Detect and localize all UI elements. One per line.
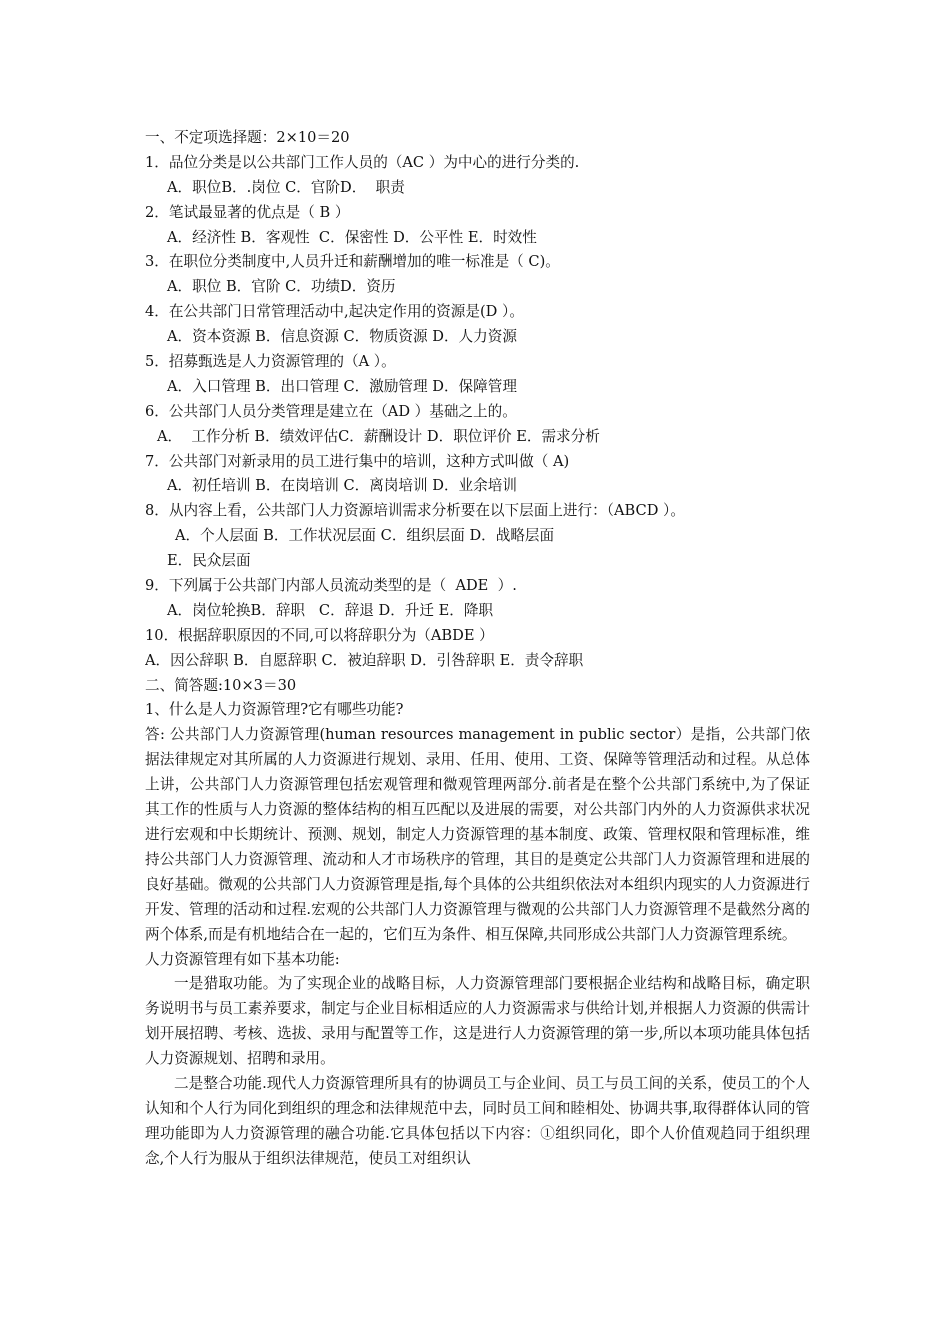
document-body	[145, 126, 810, 1172]
section-1-title: 一、不定项选择题：2×10＝20	[145, 129, 350, 146]
question-6: 6．公共部门人员分类管理是建立在（AD ）基础之上的。	[145, 402, 517, 420]
question-6-options: A． 工作分析 B．绩效评估C．薪酬设计 D．职位评价 E．需求分析	[157, 427, 600, 445]
question-1: 1．品位分类是以公共部门工作人员的（AC ）为中心的进行分类的.	[145, 153, 580, 171]
question-10: 10．根据辞职原因的不同,可以将辞职分为（ABDE ）	[145, 626, 494, 644]
question-9-options: A．岗位轮换B．辞职 C．辞退 D．升迁 E．降职	[167, 601, 494, 619]
question-4-options: A．资本资源 B．信息资源 C．物质资源 D．人力资源	[167, 328, 517, 346]
question-4: 4．在公共部门日常管理活动中,起决定作用的资源是(D ）。	[145, 303, 524, 321]
question-8-options: A．个人层面 B．工作状况层面 C．组织层面 D．战略层面	[175, 527, 555, 545]
section-2-title: 二、简答题:10×3＝30	[145, 676, 297, 694]
question-10-options: A．因公辞职 B．自愿辞职 C．被迫辞职 D．引咎辞职 E．责令辞职	[145, 651, 584, 669]
question-3: 3．在职位分类制度中,人员升迁和薪酬增加的唯一标准是（ C)。	[145, 253, 560, 271]
question-9: 9．下列属于公共部门内部人员流动类型的是（ ADE ）.	[145, 577, 517, 595]
function-1-paragraph: 一是猎取功能。为了实现企业的战略目标，人力资源管理部门要根据企业结构和战略目标，确定职务说明书与员工素养要求，制定与企业目标相适应的人力资源需求与供给计划,并根据人力资源的供需计划开展招聘、考核、选拔、录用与配置等工作，这是进行人力资源管理的第一步,所以本项功能具体包括人力资源规划、招聘和录用。	[145, 975, 810, 1068]
question-7-options: A．初任培训 B．在岗培训 C．离岗培训 D．业余培训	[167, 477, 517, 495]
question-8-options-cont: E．民众层面	[167, 552, 251, 570]
functions-title: 人力资源管理有如下基本功能:	[145, 950, 340, 968]
question-2-options: A．经济性 B．客观性 C．保密性 D．公平性 E．时效性	[167, 228, 537, 246]
question-5: 5．招募甄选是人力资源管理的（A ）。	[145, 353, 396, 371]
short-answer-question-1: 1、什么是人力资源管理?它有哪些功能?	[145, 701, 404, 719]
answer-paragraph: 答: 公共部门人力资源管理(human resources management in public sector）是指，公共部门依据法律规定对其所属的人力资源进行规划、录用、任用、使用、工资、保障等管理活动和过程。从总体上讲，公共部门人力资源管理包括宏观管理和微观管理两部分.前者是在整个公共部门系统中,为了保证其工作的性质与人力资源的整体结构的相互匹配以及进展的需要，对公共部门内外的人力资源供求状况进行宏观和中长期统计、预测、规划，制定人力资源管理的基本制度、政策、管理权限和管理标准，维持公共部门人力资源管理、流动和人才市场秩序的管理，其目的是奠定公共部门人力资源管理和进展的良好基础。微观的公共部门人力资源管理是指,每个具体的公共组织依法对本组织内现实的人力资源进行开发、管理的活动和过程.宏观的公共部门人力资源管理与微观的公共部门人力资源管理不是截然分离的两个体系,而是有机地结合在一起的，它们互为条件、相互保障,共同形成公共部门人力资源管理系统。	[145, 726, 810, 943]
question-5-options: A．入口管理 B．出口管理 C．激励管理 D．保障管理	[167, 377, 517, 395]
question-3-options: A．职位 B．官阶 C．功绩D．资历	[167, 278, 396, 296]
question-8: 8．从内容上看，公共部门人力资源培训需求分析要在以下层面上进行：（ABCD ）。	[145, 502, 685, 520]
question-1-options: A．职位B．.岗位 C．官阶D． 职责	[167, 178, 405, 196]
function-2-paragraph: 二是整合功能.现代人力资源管理所具有的协调员工与企业间、员工与员工间的关系，使员工的个人认知和个人行为同化到组织的理念和法律规范中去，同时员工间和睦相处、协调共事,取得群体认同的管理功能即为人力资源管理的融合功能.它具体包括以下内容：①组织同化，即个人价值观趋同于组织理念,个人行为服从于组织法律规范，使员工对组织认	[145, 1075, 810, 1167]
question-2: 2．笔试最显著的优点是（ B ）	[145, 203, 350, 221]
question-7: 7．公共部门对新录用的员工进行集中的培训，这种方式叫做（ A)	[145, 452, 570, 470]
